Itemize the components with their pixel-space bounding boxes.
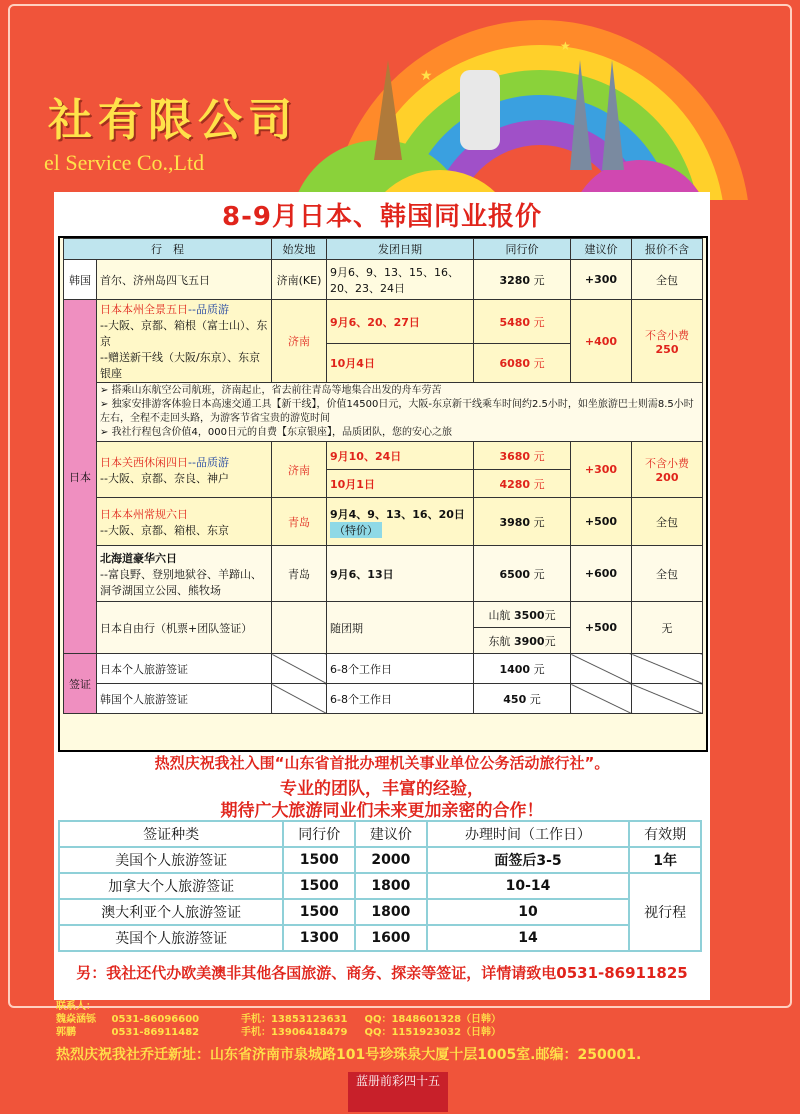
visa-type: 加拿大个人旅游签证	[59, 873, 283, 899]
table-row	[64, 654, 703, 684]
visa-suggest: 1600	[355, 925, 427, 951]
origin-empty	[272, 654, 327, 684]
exclude-note: 全包	[632, 260, 703, 300]
footer-page-label: 蓝册前彩四十五	[355, 1074, 440, 1088]
visa-col-peer: 同行价	[283, 821, 355, 847]
dates: 随团期	[327, 602, 474, 654]
extra-visa-note: 另：我社还代办欧美澳非其他各国旅游、商务、探亲等签证，详情请致电0531-86911825	[76, 964, 688, 982]
table-row	[64, 498, 703, 546]
dates: 6-8个工作日	[327, 654, 474, 684]
dates: 9月6、9、13、15、16、20、23、24日	[327, 260, 474, 300]
origin: 青岛	[272, 546, 327, 602]
company-logo-cn: 社有限公司	[48, 95, 298, 146]
col-header-dates: 发团日期	[327, 239, 474, 260]
svg-text:★: ★	[420, 68, 433, 84]
origin: 济南(KE)	[272, 260, 327, 300]
exclude-note: 全包	[632, 498, 703, 546]
suggest-price: +300	[571, 442, 632, 498]
col-header-origin: 始发地	[272, 239, 327, 260]
quote-table-frame	[58, 236, 708, 752]
notes-cell: ➢ 搭乘山东航空公司航班，济南起止，省去前往青岛等地集合出发的舟车劳苦 ➢ 独家安排游客体验日本高速交通工具【新干线】，价值14500日元，大阪-东京新干线乘车时间约2.5小时，如坐旅游巴士则需8.5小时左右，全程不走回头路，为游客节省宝贵的游览时间 ➢ 我社行程包含价值4，000日元的自费【东京银座】，品质团队，您的安心之旅	[97, 383, 703, 442]
slogan-line-2: 专业的团队，丰富的经验，	[280, 779, 484, 799]
visa-peer: 1300	[283, 925, 355, 951]
origin-empty	[272, 684, 327, 714]
route-name: 日本关西休闲四日--品质游 --大阪、京都、奈良、神户	[97, 442, 272, 498]
visa-valid-shared: 视行程	[629, 873, 701, 951]
visa-suggest: 2000	[355, 847, 427, 873]
contact-block	[56, 1000, 756, 1039]
notes-row	[64, 383, 703, 442]
table-row	[59, 847, 701, 873]
contact-row: 魏焱涵铄 0531-86096600 手机：13853123631 QQ：1848601328（日韩）	[56, 1014, 502, 1025]
dates: 9月6、13日	[327, 546, 474, 602]
table-row	[59, 899, 701, 925]
merlion-icon	[460, 70, 500, 150]
new-address: 热烈庆祝我社乔迁新址：山东省济南市泉城路101号珍珠泉大厦十层1005室.邮编：250001.	[56, 1047, 642, 1063]
table-row	[64, 602, 703, 628]
visa-peer: 1500	[283, 899, 355, 925]
peer-price: 5480 元	[474, 300, 571, 344]
visa-col-type: 签证种类	[59, 821, 283, 847]
visa-col-valid: 有效期	[629, 821, 701, 847]
note-item: 搭乘山东航空公司航班，济南起止，省去前往青岛等地集合出发的舟车劳苦	[111, 385, 442, 396]
slogan-line-1: 热烈庆祝我社入围“山东省首批办理机关事业单位公务活动旅行社”。	[154, 754, 610, 772]
note-item: 我社行程包含价值4，000日元的自费【东京银座】，品质团队，您的安心之旅	[111, 427, 453, 438]
visa-suggest: 1800	[355, 899, 427, 925]
visa-suggest: 1800	[355, 873, 427, 899]
dates: 9月4、9、13、16、20日 （特价）	[327, 498, 474, 546]
route-name: 日本个人旅游签证	[97, 654, 272, 684]
dates: 9月10、24日	[327, 442, 474, 470]
slogan-line-3: 期待广大旅游同业们未来更加亲密的合作！	[220, 801, 544, 821]
visa-type: 美国个人旅游签证	[59, 847, 283, 873]
suggest-price: +600	[571, 546, 632, 602]
visa-time: 14	[427, 925, 630, 951]
peer-price: 450 元	[474, 684, 571, 714]
peer-price: 东航 3900元	[474, 628, 571, 654]
exclude-empty	[632, 684, 703, 714]
content-sheet	[54, 192, 710, 1000]
suggest-price: +500	[571, 602, 632, 654]
table-row	[64, 442, 703, 470]
visa-time: 10	[427, 899, 630, 925]
page-title: 8-9月日本、韩国同业报价	[222, 202, 542, 232]
exclude-note: 不含小费 250	[632, 300, 703, 383]
suggest-price: +400	[571, 300, 632, 383]
contact-row: 郭鹏 0531-86911482 手机：13906418479 QQ：1151923032（日韩）	[56, 1027, 502, 1038]
visa-valid: 1年	[629, 847, 701, 873]
peer-price: 3980 元	[474, 498, 571, 546]
table-row	[59, 925, 701, 951]
section-label-japan: 日本	[64, 300, 97, 654]
visa-peer: 1500	[283, 847, 355, 873]
origin	[272, 602, 327, 654]
svg-text:★: ★	[560, 39, 571, 53]
col-header-peer: 同行价	[474, 239, 571, 260]
visa-col-time: 办理时间（工作日）	[427, 821, 630, 847]
table-row	[64, 684, 703, 714]
route-name: 北海道豪华六日 --富良野、登别地狱谷、羊蹄山、洞爷湖国立公园、熊牧场	[97, 546, 272, 602]
col-header-route: 行 程	[64, 239, 272, 260]
suggest-price: +300	[571, 260, 632, 300]
table-row	[59, 873, 701, 899]
exclude-empty	[632, 654, 703, 684]
peer-price: 6080 元	[474, 344, 571, 383]
route-name: 日本自由行（机票+团队签证）	[97, 602, 272, 654]
special-price-tag: （特价）	[330, 522, 382, 538]
route-name: 首尔、济州岛四飞五日	[97, 260, 272, 300]
suggest-price: +500	[571, 498, 632, 546]
peer-price: 山航 3500元	[474, 602, 571, 628]
header-banner	[0, 0, 800, 200]
exclude-note: 无	[632, 602, 703, 654]
visa-col-suggest: 建议价	[355, 821, 427, 847]
col-header-suggest: 建议价	[571, 239, 632, 260]
exclude-note: 不含小费 200	[632, 442, 703, 498]
dates: 9月6、20、27日	[327, 300, 474, 344]
contact-label: 联系人：	[56, 1001, 96, 1012]
dates: 10月4日	[327, 344, 474, 383]
origin: 济南	[272, 442, 327, 498]
visa-table	[58, 820, 702, 952]
section-label-visa: 签证	[64, 654, 97, 714]
dates: 10月1日	[327, 470, 474, 498]
exclude-note: 全包	[632, 546, 703, 602]
peer-price: 6500 元	[474, 546, 571, 602]
suggest-empty	[571, 684, 632, 714]
peer-price: 4280 元	[474, 470, 571, 498]
peer-price: 3680 元	[474, 442, 571, 470]
route-name: 日本本州常规六日 --大阪、京都、箱根、东京	[97, 498, 272, 546]
company-logo-en: el Service Co.,Ltd	[44, 150, 205, 175]
visa-type: 英国个人旅游签证	[59, 925, 283, 951]
visa-time: 面签后3-5	[427, 847, 630, 873]
col-header-exclude: 报价不含	[632, 239, 703, 260]
visa-peer: 1500	[283, 873, 355, 899]
peer-price: 1400 元	[474, 654, 571, 684]
quote-table	[63, 238, 703, 714]
visa-type: 澳大利亚个人旅游签证	[59, 899, 283, 925]
dates: 6-8个工作日	[327, 684, 474, 714]
route-name: 韩国个人旅游签证	[97, 684, 272, 714]
quote-header-row	[64, 239, 703, 260]
route-name: 日本本州全景五日--品质游 --大阪、京都、箱根（富士山）、东京 --赠送新干线（大阪/东京）、东京银座	[97, 300, 272, 383]
table-row	[64, 300, 703, 344]
origin: 济南	[272, 300, 327, 383]
visa-header-row	[59, 821, 701, 847]
peer-price: 3280 元	[474, 260, 571, 300]
section-label-korea: 韩国	[64, 260, 97, 300]
visa-time: 10-14	[427, 873, 630, 899]
origin: 青岛	[272, 498, 327, 546]
table-row	[64, 260, 703, 300]
note-item: 独家安排游客体验日本高速交通工具【新干线】，价值14500日元，大阪-东京新干线乘车时间约2.5小时，如坐旅游巴士则需8.5小时左右，全程不走回头路，为游客节省宝贵的游览时间	[100, 399, 694, 424]
table-row	[64, 546, 703, 602]
suggest-empty	[571, 654, 632, 684]
